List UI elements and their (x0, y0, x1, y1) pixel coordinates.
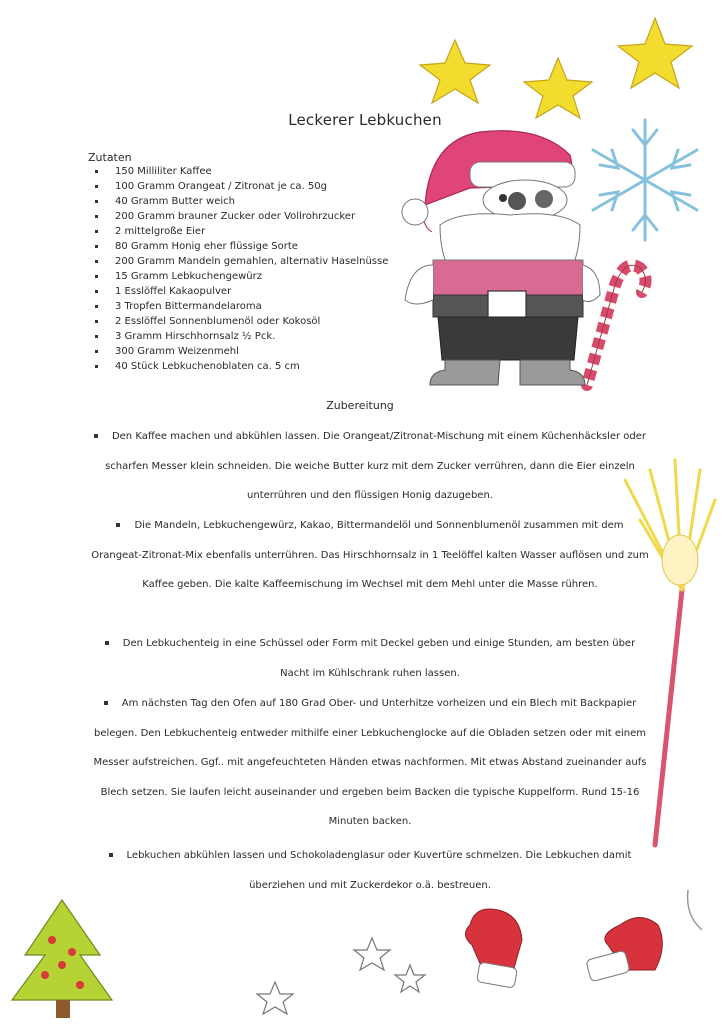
bullet-icon (94, 434, 98, 438)
ingredient-item: 3 Gramm Hirschhornsalz ½ Pck. (95, 329, 388, 344)
ingredients-list (95, 164, 388, 374)
preparation-step (90, 422, 650, 511)
ingredient-item: 150 Milliliter Kaffee (95, 164, 388, 179)
preparation-heading: Zubereitung (326, 399, 394, 412)
ingredient-item: 300 Gramm Weizenmehl (95, 344, 388, 359)
ingredient-item: 3 Tropfen Bittermandelaroma (95, 299, 388, 314)
star-icon (395, 965, 425, 992)
mitten-icon (586, 918, 663, 982)
star-icon (524, 58, 592, 118)
preparation-step (90, 629, 650, 688)
star-icon (420, 40, 490, 103)
mitten-icon (465, 909, 522, 988)
ingredient-item: 40 Stück Lebkuchenoblaten ca. 5 cm (95, 359, 388, 374)
ingredient-item: 1 Esslöffel Kakaopulver (95, 284, 388, 299)
ingredient-item: 15 Gramm Lebkuchengewürz (95, 269, 388, 284)
step-text: Die Mandeln, Lebkuchengewürz, Kakao, Bittermandelöl und Sonnenblumenöl zusammen mit dem Orangeat-Zitronat-Mix ebenfalls unterrühren. Das Hirschhornsalz in 1 Teelöffel kalten Wasser auflösen und zum Kaffee geben. Die kalte Kaffeemischung im Wechsel mit dem Mehl unter die Masse rühren. (91, 520, 649, 590)
preparation-step (90, 511, 650, 600)
star-icon (618, 18, 692, 88)
ingredient-item: 2 Esslöffel Sonnenblumenöl oder Kokosöl (95, 314, 388, 329)
christmas-tree-icon (12, 900, 112, 1018)
ingredient-item: 200 Gramm Mandeln gemahlen, alternativ Haselnüsse (95, 254, 388, 269)
ingredient-item: 200 Gramm brauner Zucker oder Vollrohrzucker (95, 209, 388, 224)
step-text: Am nächsten Tag den Ofen auf 180 Grad Ober- und Unterhitze vorheizen und ein Blech mit Backpapier belegen. Den Lebkuchenteig entweder mithilfe einer Lebkuchenglocke auf die Obladen setzen oder mit einem Messer aufstreichen. Ggf.. mit angefeuchteten Händen etwas nachformen. Mit etwas Abstand zueinander aufs Blech setzen. Sie laufen leicht auseinander und ergeben beim Backen die typische Kuppelform. Rund 15-16 Minuten backen. (93, 698, 647, 827)
ingredient-item: 80 Gramm Honig eher flüssige Sorte (95, 239, 388, 254)
ingredient-item: 40 Gramm Butter weich (95, 194, 388, 209)
ingredient-item: 100 Gramm Orangeat / Zitronat je ca. 50g (95, 179, 388, 194)
snowflake-icon (593, 120, 697, 240)
bullet-icon (109, 853, 113, 857)
ingredients-heading: Zutaten (88, 151, 132, 164)
preparation-step (90, 841, 650, 900)
bullet-icon (105, 641, 109, 645)
recipe-title: Leckerer Lebkuchen (288, 111, 442, 129)
step-text: Den Lebkuchenteig in eine Schüssel oder Form mit Deckel geben und einige Stunden, am besten über Nacht im Kühlschrank ruhen lassen. (122, 638, 636, 679)
bullet-icon (104, 701, 108, 705)
bullet-icon (116, 523, 120, 527)
step-text: Lebkuchen abkühlen lassen und Schokoladenglasur oder Kuvertüre schmelzen. Die Lebkuchen damit überziehen und mit Zuckerdekor o.ä. bestreuen. (126, 850, 632, 891)
doodle-line (688, 890, 702, 930)
star-icon (354, 938, 390, 970)
ingredient-item: 2 mittelgroße Eier (95, 224, 388, 239)
santa-drawing (402, 131, 600, 385)
star-icon (257, 982, 293, 1014)
step-text: Den Kaffee machen und abkühlen lassen. Die Orangeat/Zitronat-Mischung mit einem Küchenhäcksler oder scharfen Messer klein schneiden. Die weiche Butter kurz mit dem Zucker verrühren, dann die Eier einzeln unterrühren und den flüssigen Honig dazugeben. (105, 431, 647, 501)
preparation-step (90, 689, 650, 837)
